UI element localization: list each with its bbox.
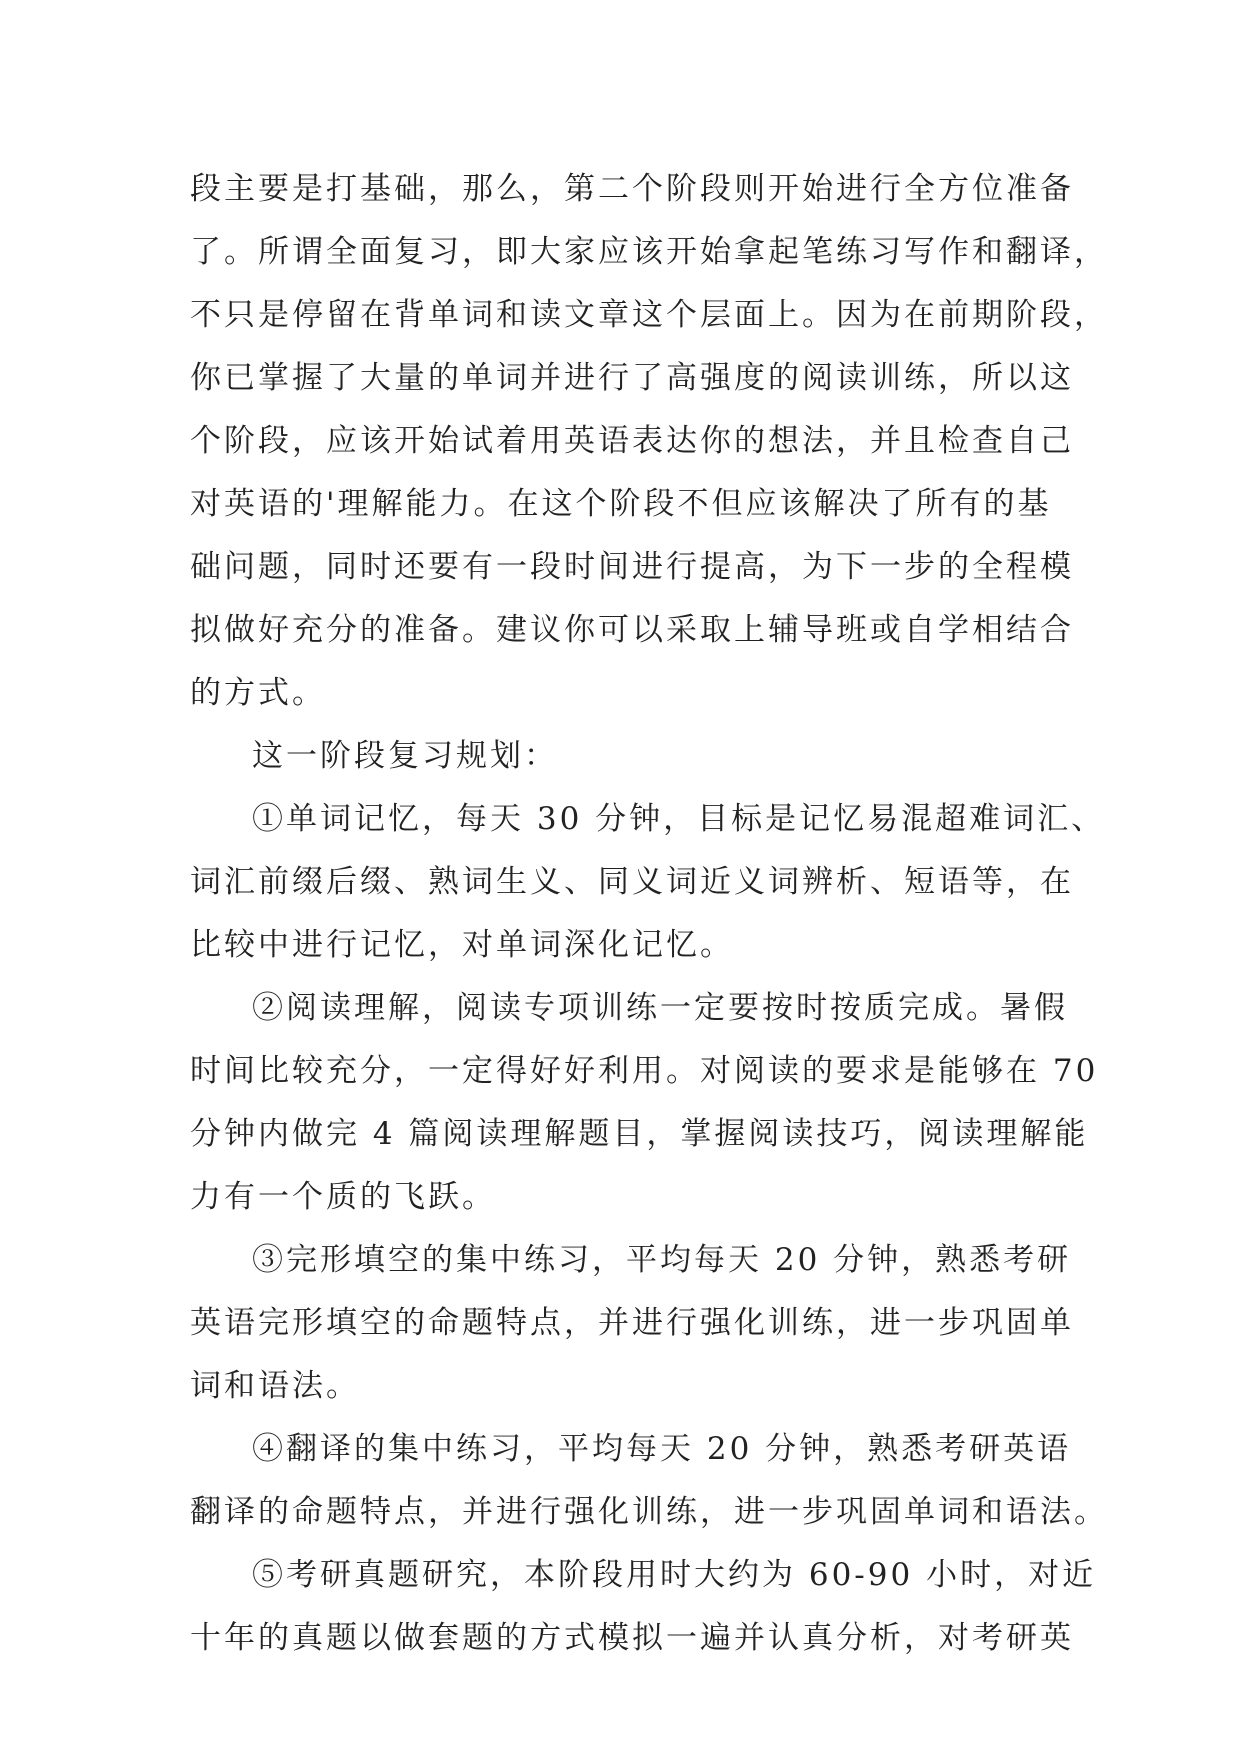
text-line: 个阶段，应该开始试着用英语表达你的想法，并且检查自己 bbox=[190, 423, 1074, 459]
text-line: ③完形填空的集中练习，平均每天 20 分钟，熟悉考研 bbox=[252, 1242, 1072, 1278]
text-line: 础问题，同时还要有一段时间进行提高，为下一步的全程模 bbox=[190, 549, 1074, 585]
text-line: ①单词记忆，每天 30 分钟，目标是记忆易混超难词汇、 bbox=[252, 801, 1106, 837]
plan-item-translation bbox=[190, 1418, 1108, 1544]
text-line: 不只是停留在背单词和读文章这个层面上。因为在前期阶段， bbox=[190, 297, 1108, 333]
text-line: 段主要是打基础，那么，第二个阶段则开始进行全方位准备 bbox=[190, 171, 1074, 207]
text-line: 词汇前缀后缀、熟词生义、同义词近义词辨析、短语等，在 bbox=[190, 864, 1074, 900]
text-line: ⑤考研真题研究，本阶段用时大约为 60-90 小时，对近 bbox=[252, 1557, 1097, 1593]
text-line: 拟做好充分的准备。建议你可以采取上辅导班或自学相结合 bbox=[190, 612, 1074, 648]
plan-item-cloze bbox=[190, 1229, 1090, 1418]
text-line: 十年的真题以做套题的方式模拟一遍并认真分析，对考研英 bbox=[190, 1620, 1074, 1656]
text-line: 分钟内做完 4 篇阅读理解题目，掌握阅读技巧，阅读理解能 bbox=[190, 1116, 1089, 1152]
text-line: 力有一个质的飞跃。 bbox=[190, 1179, 496, 1215]
text-line: 词和语法。 bbox=[190, 1368, 360, 1404]
text-line: 的方式。 bbox=[190, 675, 326, 711]
text-line: ②阅读理解，阅读专项训练一定要按时按质完成。暑假 bbox=[252, 990, 1068, 1026]
paragraph bbox=[190, 158, 1108, 725]
text-line: ④翻译的集中练习，平均每天 20 分钟，熟悉考研英语 bbox=[252, 1431, 1072, 1467]
text-line: 时间比较充分，一定得好好利用。对阅读的要求是能够在 70 bbox=[190, 1053, 1099, 1089]
text-line: 这一阶段复习规划： bbox=[252, 738, 558, 774]
text-line: 你已掌握了大量的单词并进行了高强度的阅读训练，所以这 bbox=[190, 360, 1074, 396]
text-line: 比较中进行记忆，对单词深化记忆。 bbox=[190, 927, 734, 963]
section-heading bbox=[190, 725, 1090, 788]
text-line: 对英语的'理解能力。在这个阶段不但应该解决了所有的基 bbox=[190, 486, 1052, 522]
plan-item-reading bbox=[190, 977, 1099, 1229]
plan-item-past-papers bbox=[190, 1544, 1097, 1670]
text-line: 翻译的命题特点，并进行强化训练，进一步巩固单词和语法。 bbox=[190, 1494, 1108, 1530]
text-line: 了。所谓全面复习，即大家应该开始拿起笔练习写作和翻译， bbox=[190, 234, 1108, 270]
document-body bbox=[190, 158, 1108, 1670]
plan-item-vocabulary bbox=[190, 788, 1106, 977]
text-line: 英语完形填空的命题特点，并进行强化训练，进一步巩固单 bbox=[190, 1305, 1074, 1341]
